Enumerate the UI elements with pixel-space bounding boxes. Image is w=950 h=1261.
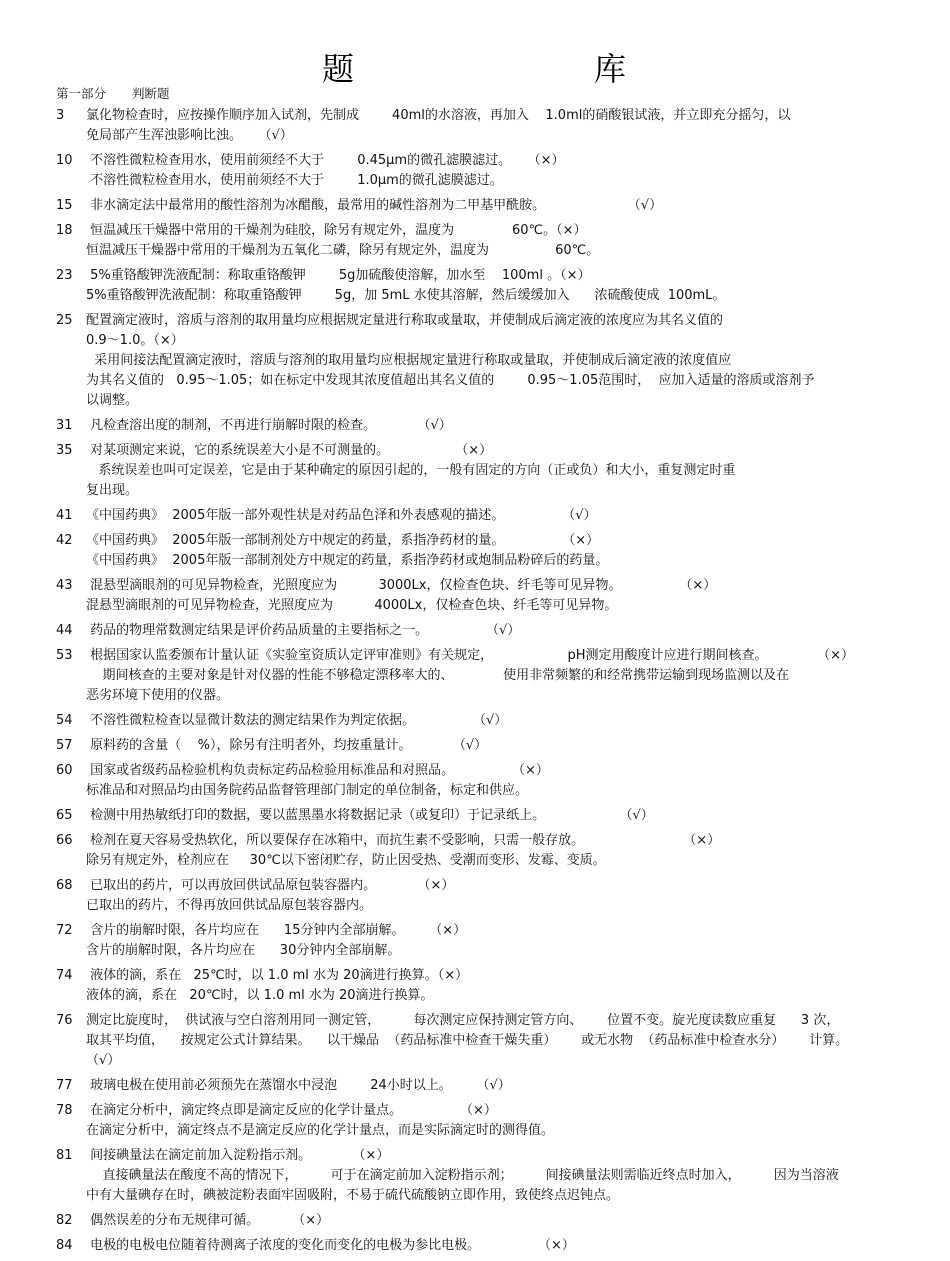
question-text xyxy=(86,1236,901,1256)
question-item xyxy=(56,576,901,616)
question-item xyxy=(56,921,901,961)
question-line: 配置滴定液时，溶质与溶剂的取用量均应根据规定量进行称取或量取，并使制成后滴定液的浓度应为其名义值的 xyxy=(86,313,724,328)
question-line: 液体的滴，系在 25℃时，以 1.0 ml 水为 20滴进行换算。（×） xyxy=(86,968,469,983)
question-item xyxy=(56,506,901,526)
question-item xyxy=(56,711,901,731)
question-number: 23 xyxy=(56,268,73,283)
question-text xyxy=(86,761,901,801)
question-item xyxy=(56,646,901,706)
question-item xyxy=(56,621,901,641)
question-line: 《中国药典》 2005年版一部外观性状是对药品色泽和外表感观的描述。 （√） xyxy=(86,508,597,523)
question-number: 54 xyxy=(56,713,73,728)
question-text xyxy=(86,646,901,706)
question-number: 60 xyxy=(56,763,73,778)
question-line: 国家或省级药品检验机构负责标定药品检验用标准品和对照品。 （×） xyxy=(86,763,549,778)
question-item xyxy=(56,266,901,306)
question-line: 含片的崩解时限，各片均应在 30分钟内全部崩解。 xyxy=(86,943,401,958)
question-line: 凡检查溶出度的制剂，不再进行崩解时限的检查。 （√） xyxy=(86,418,452,433)
title-char-1: 题 xyxy=(322,50,355,88)
question-text xyxy=(86,1211,901,1231)
question-line: 电极的电极电位随着待测离子浓度的变化而变化的电极为参比电极。 （×） xyxy=(86,1238,575,1253)
question-text xyxy=(86,106,901,146)
question-line: 5%重铬酸钾洗液配制：称取重铬酸钾 5g加硫酸使溶解，加水至 100ml 。（×） xyxy=(86,268,591,283)
page-title xyxy=(0,44,950,88)
question-line: 免局部产生浑浊影响比浊。 （√） xyxy=(86,128,293,143)
section-heading xyxy=(56,84,170,102)
question-text xyxy=(86,831,901,871)
question-number: 18 xyxy=(56,223,73,238)
question-line: 检测中用热敏纸打印的数据，要以蓝黑墨水将数据记录（或复印）于记录纸上。 （√） xyxy=(86,808,654,823)
question-line: 不溶性微粒检查用水，使用前须经不大于 1.0μm的微孔滤膜滤过。 xyxy=(86,173,503,188)
question-line: 中有大量碘存在时，碘被淀粉表面牢固吸附，不易于硫代硫酸钠立即作用，致使终点迟钝点。 xyxy=(86,1188,620,1203)
question-line: 以调整。 xyxy=(86,393,139,408)
question-text xyxy=(86,1076,901,1096)
question-text xyxy=(86,921,901,961)
question-number: 84 xyxy=(56,1238,73,1253)
question-line: 偶然误差的分布无规律可循。 （×） xyxy=(86,1213,330,1228)
question-text xyxy=(86,311,901,411)
question-text xyxy=(86,416,901,436)
question-text xyxy=(86,221,901,261)
question-line: 原料药的含量（ %），除另有注明者外，均按重量计。 （√） xyxy=(86,738,488,753)
question-line: 不溶性微粒检查用水，使用前须经不大于 0.45μm的微孔滤膜滤过。 （×） xyxy=(86,153,565,168)
question-line: 药品的物理常数测定结果是评价药品质量的主要指标之一。 （√） xyxy=(86,623,521,638)
question-line: 检剂在夏天容易受热软化，所以要保存在冰箱中，而抗生素不受影响，只需一般存放。 （×） xyxy=(86,833,721,848)
question-line: 已取出的药片，可以再放回供试品原包装容器内。 （×） xyxy=(86,878,455,893)
question-list xyxy=(56,106,901,1261)
question-number: 41 xyxy=(56,508,73,523)
question-line: 为其名义值的 0.95～1.05；如在标定中发现其浓度值超出其名义值的 0.95～1.05范围时， 应加入适量的溶质或溶剂予 xyxy=(86,373,815,388)
question-line: 恒温减压干燥器中常用的干燥剂为硅胶，除另有规定外，温度为 60℃。（×） xyxy=(86,223,587,238)
question-number: 43 xyxy=(56,578,73,593)
question-number: 3 xyxy=(56,108,65,123)
question-line: 混悬型滴眼剂的可见异物检查，光照度应为 4000Lx，仅检查色块、纤毛等可见异物。 xyxy=(86,598,618,613)
question-text xyxy=(86,266,901,306)
question-item xyxy=(56,1011,901,1071)
question-line: 非水滴定法中最常用的酸性溶剂为冰醋酸，最常用的碱性溶剂为二甲基甲酰胺。 （√） xyxy=(86,198,663,213)
question-line: 玻璃电极在使用前必须预先在蒸馏水中浸泡 24小时以上。 （√） xyxy=(86,1078,511,1093)
question-number: 82 xyxy=(56,1213,73,1228)
question-line: 采用间接法配置滴定液时，溶质与溶剂的取用量均应根据规定量进行称取或量取，并使制成后滴定液的浓度值应 xyxy=(86,353,732,368)
question-number: 57 xyxy=(56,738,73,753)
question-number: 78 xyxy=(56,1103,73,1118)
question-number: 10 xyxy=(56,153,73,168)
question-line: 《中国药典》 2005年版一部制剂处方中规定的药量，系指净药材的量。 （×） xyxy=(86,533,600,548)
question-line: 取其平均值， 按规定公式计算结果。 以干燥品 （药品标准中检查干燥失重） 或无水物 （药品标准中检查水分） 计算。 xyxy=(86,1033,849,1048)
question-text xyxy=(86,806,901,826)
question-line: 测定比旋度时， 供试液与空白溶剂用同一测定管， 每次测定应保持测定管方向、 位置不变。旋光度读数应重复 3 次， xyxy=(86,1013,840,1028)
question-text xyxy=(86,711,901,731)
question-item xyxy=(56,1211,901,1231)
question-text xyxy=(86,151,901,191)
question-item xyxy=(56,831,901,871)
question-item xyxy=(56,221,901,261)
question-number: 35 xyxy=(56,443,73,458)
question-line: 5%重铬酸钾洗液配制：称取重铬酸钾 5g，加 5mL 水使其溶解，然后缓缓加入 浓硫酸使成 100mL。 xyxy=(86,288,726,303)
question-text xyxy=(86,966,901,1006)
question-number: 42 xyxy=(56,533,73,548)
question-text xyxy=(86,736,901,756)
question-number: 72 xyxy=(56,923,73,938)
question-number: 66 xyxy=(56,833,73,848)
question-text xyxy=(86,576,901,616)
question-item xyxy=(56,1076,901,1096)
question-line: （√） xyxy=(86,1053,121,1068)
question-item xyxy=(56,761,901,801)
question-line: 根据国家认监委颁布计量认证《实验室资质认定评审准则》有关规定， pH测定用酸度计应进行期间核查。 （×） xyxy=(86,648,855,663)
question-item xyxy=(56,416,901,436)
question-number: 77 xyxy=(56,1078,73,1093)
question-item xyxy=(56,151,901,191)
question-line: 直接碘量法在酸度不高的情况下， 可于在滴定前加入淀粉指示剂； 间接碘量法则需临近终点时加入， 因为当溶液 xyxy=(86,1168,839,1183)
question-line: 在滴定分析中，滴定终点不是滴定反应的化学计量点，而是实际滴定时的测得值。 xyxy=(86,1123,555,1138)
question-text xyxy=(86,196,901,216)
question-text xyxy=(86,1011,901,1071)
question-line: 对某项测定来说，它的系统误差大小是不可测量的。 （×） xyxy=(86,443,493,458)
question-line: 在滴定分析中，滴定终点即是滴定反应的化学计量点。 （×） xyxy=(86,1103,497,1118)
question-item xyxy=(56,966,901,1006)
question-line: 含片的崩解时限，各片均应在 15分钟内全部崩解。 （×） xyxy=(86,923,467,938)
question-number: 74 xyxy=(56,968,73,983)
question-number: 25 xyxy=(56,313,73,328)
question-line: 期间核查的主要对象是针对仪器的性能不够稳定漂移率大的、 使用非常频繁的和经常携带运输到现场监测以及在 xyxy=(86,668,790,683)
question-line: 恒温减压干燥器中常用的干燥剂为五氧化二磷，除另有规定外，温度为 60℃。 xyxy=(86,243,600,258)
question-line: 系统误差也叫可定误差，它是由于某种确定的原因引起的，一般有固定的方向（正或负）和大小，重复测定时重 xyxy=(86,463,736,478)
question-item xyxy=(56,196,901,216)
question-number: 65 xyxy=(56,808,73,823)
question-item xyxy=(56,106,901,146)
question-text xyxy=(86,506,901,526)
question-line: 标准品和对照品均由国务院药品监督管理部门制定的单位制备，标定和供应。 xyxy=(86,783,529,798)
question-item xyxy=(56,1236,901,1256)
question-item xyxy=(56,806,901,826)
question-line: 间接碘量法在滴定前加入淀粉指示剂。 （×） xyxy=(86,1148,390,1163)
question-number: 53 xyxy=(56,648,73,663)
question-item xyxy=(56,736,901,756)
question-number: 68 xyxy=(56,878,73,893)
question-item xyxy=(56,311,901,411)
question-line: 不溶性微粒检查以显微计数法的测定结果作为判定依据。 （√） xyxy=(86,713,508,728)
question-number: 31 xyxy=(56,418,73,433)
question-line: 《中国药典》 2005年版一部制剂处方中规定的药量，系指净药材或炮制品粉碎后的药量。 xyxy=(86,553,609,568)
question-item xyxy=(56,441,901,501)
question-number: 44 xyxy=(56,623,73,638)
question-text xyxy=(86,531,901,571)
question-line: 0.9～1.0。（×） xyxy=(86,333,184,348)
question-number: 81 xyxy=(56,1148,73,1163)
question-line: 除另有规定外，栓剂应在 30℃以下密闭贮存，防止因受热、受潮而变形、发霉、变质。 xyxy=(86,853,606,868)
section-part: 第一部分 xyxy=(56,86,107,101)
title-char-2: 库 xyxy=(594,50,627,88)
question-item xyxy=(56,876,901,916)
question-number: 76 xyxy=(56,1013,73,1028)
question-number: 15 xyxy=(56,198,73,213)
question-text xyxy=(86,876,901,916)
question-text xyxy=(86,621,901,641)
question-line: 混悬型滴眼剂的可见异物检查，光照度应为 3000Lx，仅检查色块、纤毛等可见异物。 （×） xyxy=(86,578,717,593)
question-line: 恶劣环境下使用的仪器。 xyxy=(86,688,230,703)
question-item xyxy=(56,1101,901,1141)
section-type: 判断题 xyxy=(132,86,170,101)
question-text xyxy=(86,1101,901,1141)
question-item xyxy=(56,1146,901,1206)
question-text xyxy=(86,441,901,501)
question-line: 氯化物检查时，应按操作顺序加入试剂，先制成 40ml的水溶液，再加入 1.0ml的硝酸银试液，并立即充分摇匀，以 xyxy=(86,108,791,123)
question-item xyxy=(56,531,901,571)
question-line: 液体的滴，系在 20℃时，以 1.0 ml 水为 20滴进行换算。 xyxy=(86,988,434,1003)
question-line: 复出现。 xyxy=(86,483,139,498)
question-line: 已取出的药片，不得再放回供试品原包装容器内。 xyxy=(86,898,373,913)
question-text xyxy=(86,1146,901,1206)
